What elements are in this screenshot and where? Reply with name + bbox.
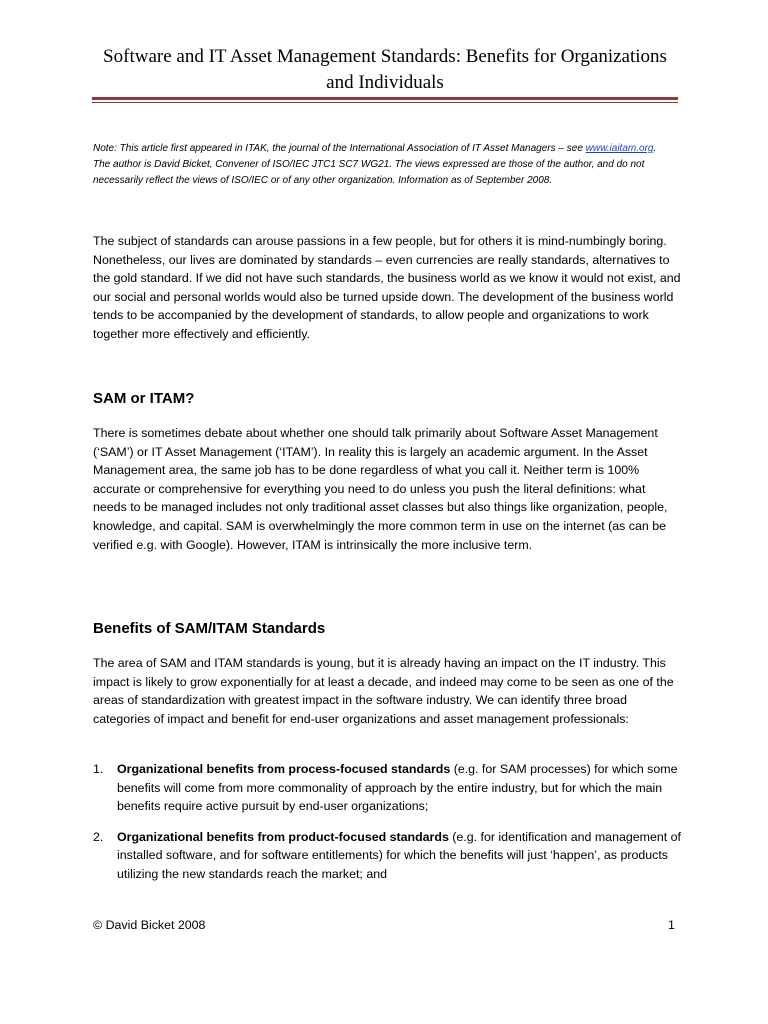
note-text-2: . The author is David Bicket, Convener of ISO/IEC JTC1 SC7 WG21. The views expressed are those of the author, and do not necessarily reflect the views of ISO/IEC or of any other organization. Information as of September 2008. (93, 143, 657, 186)
intro-paragraph: The subject of standards can arouse passions in a few people, but for others it is mind-numbingly boring. Nonetheless, our lives are dominated by standards – even currencies are really standards, alternatives to the gold standard. If we did not have such standards, the business world as we know it would not exist, and our social and personal worlds would also be turned upside down. The development of the business world tends to be accompanied by the development of standards, to allow people and organizations to work together more effectively and efficiently. (93, 234, 681, 341)
section-heading-sam-itam: SAM or ITAM? (93, 390, 195, 407)
benefits-paragraph: The area of SAM and ITAM standards is young, but it is already having an impact on the IT industry. This impact is likely to grow exponentially for at least a decade, and indeed may come to be seen as one of the areas of standardization with greatest impact in the software industry. We can identify three broad categories of impact and benefit for end-user organizations and asset management professionals: (93, 656, 674, 726)
sam-itam-paragraph: There is sometimes debate about whether one should talk primarily about Software Asset Management (‘SAM’) or IT Asset Management (‘ITAM’). In reality this is largely an academic argument. In the Asset Management area, the same job has to be done regardless of what you call it. Neither term is 100% accurate or comprehensive for everything you need to do unless you push the literal definitions: what needs to be managed includes not only traditional asset classes but also things like organization, people, knowledge, and capital. SAM is overwhelmingly the more common term in use on the internet (as can be verified e.g. with Google). However, ITAM is intrinsically the more inclusive term. (93, 426, 668, 552)
footer-page-number: 1 (668, 918, 675, 932)
title-rule-thin (92, 102, 678, 103)
title-rule-thick (92, 97, 678, 100)
list-item (93, 760, 681, 816)
note-text-1: Note: This article first appeared in ITAK, the journal of the International Association of IT Asset Managers – see (93, 143, 586, 154)
list-item-bold: Organizational benefits from process-focused standards (117, 762, 451, 776)
list-item-number: 2. (93, 829, 104, 844)
list-item-text: (e.g. for identification and management of installed software, and for software entitlements) for which the benefits will just ‘happen’, as products utilizing the new standards reach the market; and (117, 829, 681, 881)
footer-copyright: © David Bicket 2008 (93, 918, 206, 932)
editorial-note (93, 141, 675, 189)
document-title: Software and IT Asset Management Standards: Benefits for Organizations and Individuals (103, 46, 667, 93)
benefits-list (93, 760, 681, 896)
list-item-number: 1. (93, 762, 104, 776)
iaitam-link[interactable]: www.iaitam.org (585, 143, 654, 154)
section-heading-benefits: Benefits of SAM/ITAM Standards (93, 620, 326, 637)
list-item-text: (e.g. for SAM processes) for which some benefits will come from more commonality of approach by the entire industry, but for which the main benefits require active pursuit by end-user organizations; (117, 762, 678, 814)
list-item (93, 828, 681, 884)
list-item-bold: Organizational benefits from product-focused standards (117, 829, 449, 844)
